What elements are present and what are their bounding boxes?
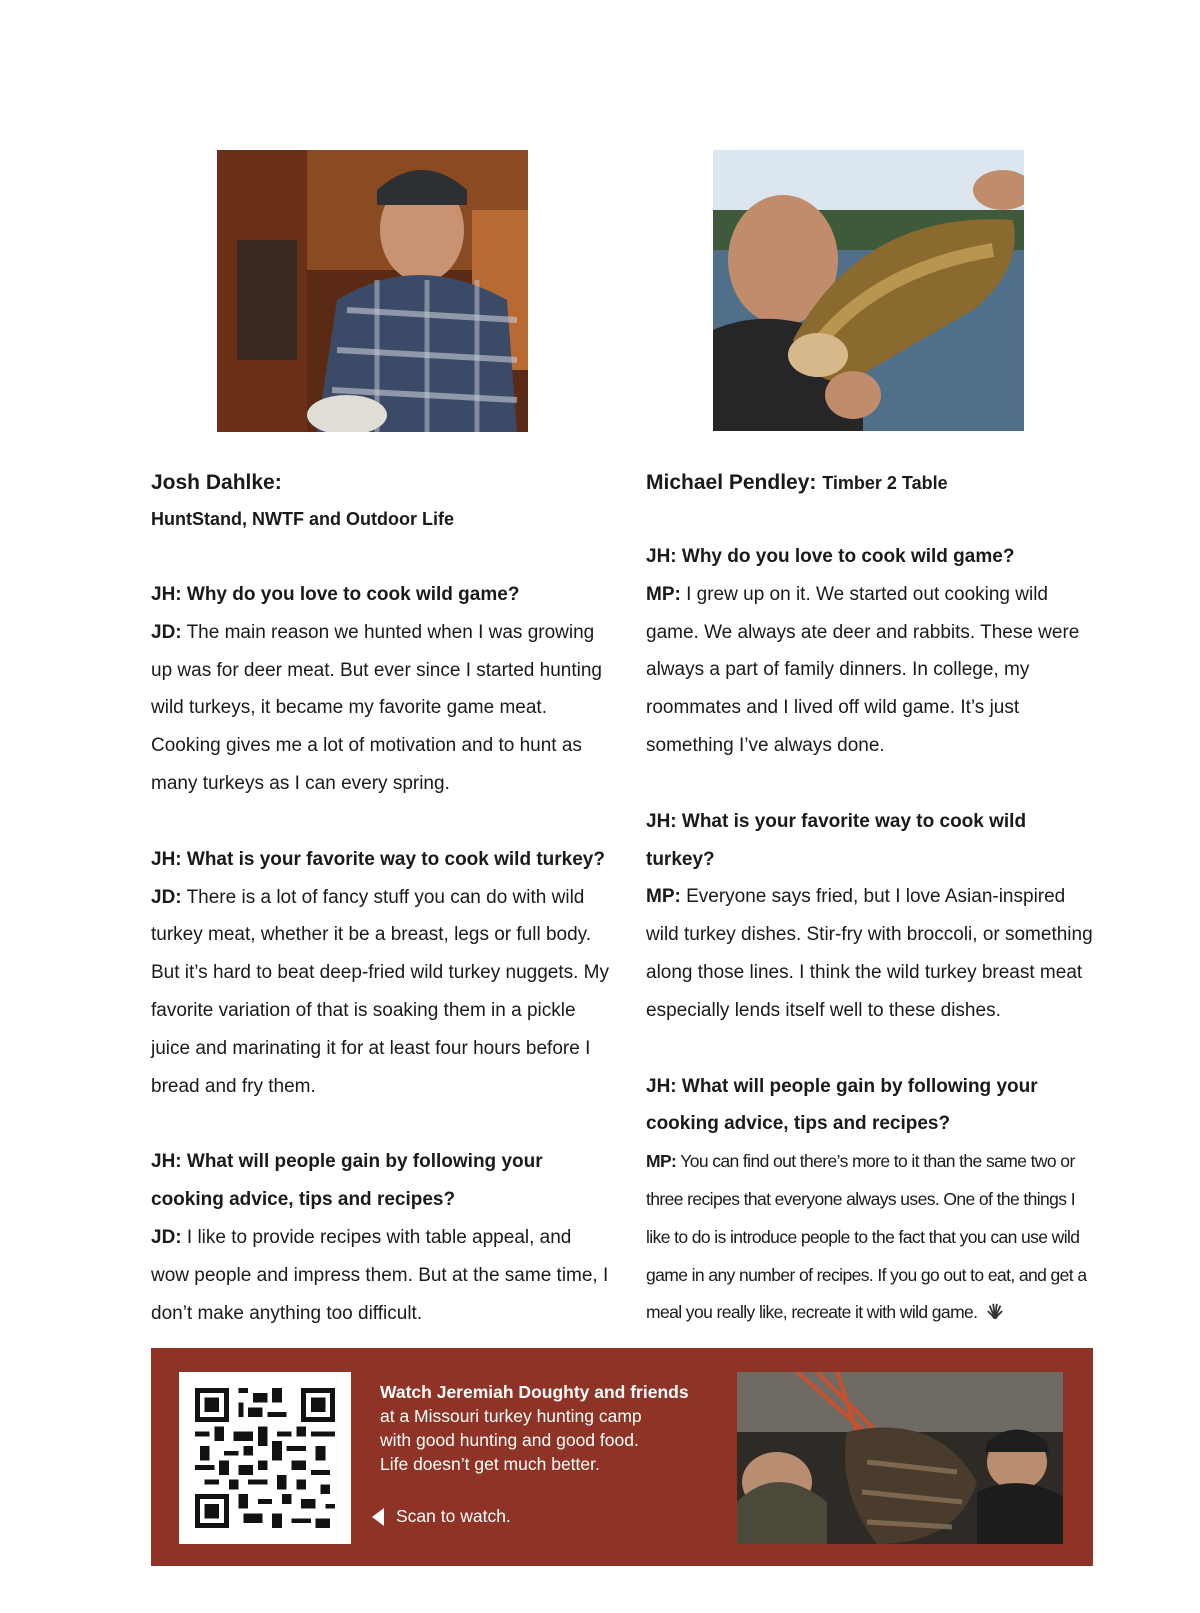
question: JH: Why do you love to cook wild game? (151, 584, 520, 605)
question: JH: What will people gain by following your cooking advice, tips and recipes? (646, 1075, 1038, 1135)
scan-prompt (372, 1506, 511, 1527)
answer: I grew up on it. We started out cooking wild game. We always ate deer and rabbits. These were always a part of family dinners. In college, my roommates and I lived off wild game. It’s just something I’ve always done. (646, 583, 1080, 756)
banner-line-1: at a Missouri turkey hunting camp (380, 1406, 642, 1426)
qa-block-answer (646, 1143, 1096, 1332)
qa-block (151, 1143, 611, 1332)
banner-copy (380, 1380, 710, 1476)
question: JH: What is your favorite way to cook wild turkey? (646, 810, 1027, 870)
qr-code[interactable] (179, 1372, 351, 1544)
question: JH: Why do you love to cook wild game? (646, 546, 1015, 567)
speaker-label: JD: (151, 886, 182, 908)
banner-line-2: with good hunting and good food. (380, 1430, 639, 1450)
answer: The main reason we hunted when I was growing up was for deer meat. But ever since I started hunting wild turkeys, it became my favorite game meat. Cooking gives me a lot of motivation and to hunt as many turkeys as I can every spring. (151, 621, 602, 794)
banner-headline: Watch Jeremiah Doughty and friends (380, 1382, 689, 1402)
josh-dahlke-column (151, 466, 611, 1332)
affiliation: Timber 2 Table (822, 473, 948, 493)
qr-code-icon (195, 1388, 335, 1528)
banner-line-3: Life doesn’t get much better. (380, 1454, 600, 1474)
answer: Everyone says fried, but I love Asian-inspired wild turkey dishes. Stir-fry with broccoli, or something along those lines. I think the wild turkey breast meat especially lends itself well to these dishes. (646, 886, 1093, 1021)
michael-pendley-photo (713, 150, 1024, 431)
video-promo-banner (151, 1348, 1093, 1566)
interviewee-name (151, 466, 611, 500)
question: JH: What will people gain by following your cooking advice, tips and recipes? (151, 1151, 543, 1211)
qa-block (151, 576, 611, 803)
speaker-label: MP: (646, 1151, 677, 1172)
arrow-left-icon (372, 1508, 384, 1526)
answer: I like to provide recipes with table appeal, and wow people and impress them. But at the same time, I don’t make anything too difficult. (151, 1226, 609, 1324)
qa-block (646, 538, 1096, 765)
michael-pendley-column (646, 466, 1096, 1332)
speaker-label: MP: (646, 886, 681, 908)
hunting-camp-photo (737, 1372, 1063, 1544)
interviewee-name (646, 466, 1096, 500)
qa-block (151, 841, 611, 1106)
speaker-label: JD: (151, 1226, 182, 1248)
name-text: Josh Dahlke: (151, 471, 282, 494)
speaker-label: JD: (151, 621, 182, 643)
answer: There is a lot of fancy stuff you can do with wild turkey meat, whether it be a breast, legs or full body. But it’s hard to beat deep-fried wild turkey nuggets. My favorite variation of that is soaking them in a pickle juice and marinating it for at least four hours before I bread and fry them. (151, 886, 610, 1097)
affiliation: HuntStand, NWTF and Outdoor Life (151, 509, 454, 529)
scan-label: Scan to watch. (396, 1506, 511, 1526)
josh-dahlke-photo (217, 150, 528, 432)
question: JH: What is your favorite way to cook wild turkey? (151, 848, 605, 870)
answer: You can find out there’s more to it than the same two or three recipes that everyone always uses. One of the things I like to do is introduce people to the fact that you can use wild game in any number of recipes. If you go out to eat, and get a meal you really like, recreate it with wild game. (646, 1151, 1087, 1323)
turkey-end-mark-icon (986, 1302, 1004, 1320)
qa-block (646, 1068, 1096, 1144)
qa-block (646, 803, 1096, 1030)
speaker-label: MP: (646, 583, 681, 605)
name-text: Michael Pendley: (646, 471, 817, 494)
